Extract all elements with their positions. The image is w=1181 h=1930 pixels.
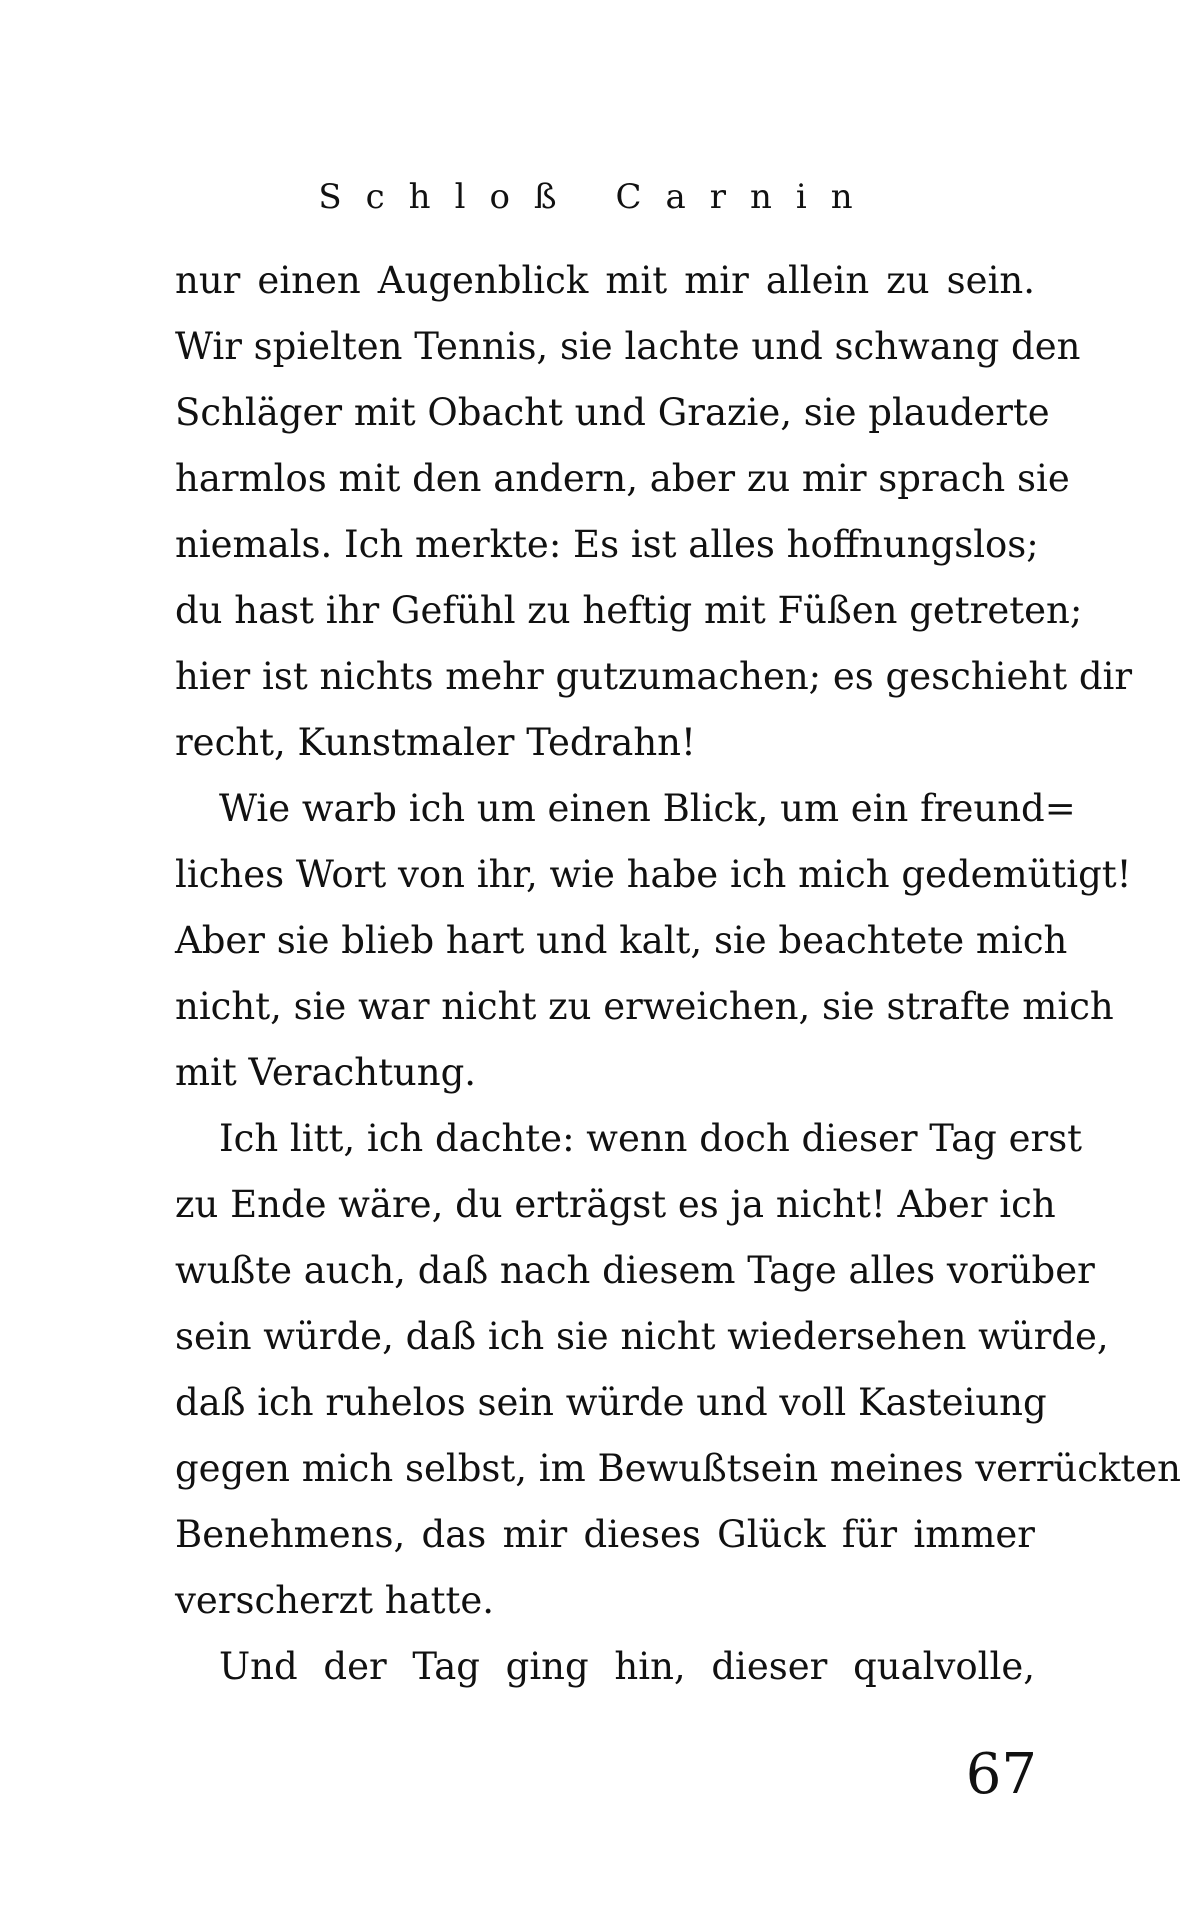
page-number: 67	[965, 1742, 1037, 1807]
text-line: mit Verachtung.	[175, 1051, 477, 1094]
text-line: harmlos mit den andern, aber zu mir sprach sie	[175, 457, 1070, 500]
text-line: verscherzt hatte.	[175, 1579, 495, 1622]
text-line: Benehmens, das mir dieses Glück für immer	[175, 1513, 1035, 1556]
text-line: Ich litt, ich dachte: wenn doch dieser Tag erst	[219, 1117, 1083, 1160]
text-line: gegen mich selbst, im Bewußtsein meines verrückten	[175, 1447, 1181, 1490]
text-line: zu Ende wäre, du erträgst es ja nicht! Aber ich	[175, 1183, 1056, 1226]
body-text	[175, 248, 1181, 1700]
text-line: Schläger mit Obacht und Grazie, sie plauderte	[175, 391, 1050, 434]
text-line: Wir spielten Tennis, sie lachte und schwang den	[175, 325, 1081, 368]
text-line: niemals. Ich merkte: Es ist alles hoffnungslos;	[175, 523, 1039, 566]
text-line: daß ich ruhelos sein würde und voll Kasteiung	[175, 1381, 1047, 1424]
text-line: Aber sie blieb hart und kalt, sie beachtete mich	[175, 919, 1068, 962]
text-line: du hast ihr Gefühl zu heftig mit Füßen getreten;	[175, 589, 1083, 632]
text-line: liches Wort von ihr, wie habe ich mich gedemütigt!	[175, 853, 1132, 896]
text-line: hier ist nichts mehr gutzumachen; es geschieht dir	[175, 655, 1133, 698]
text-line: Und der Tag ging hin, dieser qualvolle,	[219, 1645, 1035, 1688]
text-line: recht, Kunstmaler Tedrahn!	[175, 721, 696, 764]
text-line: sein würde, daß ich sie nicht wiedersehen würde,	[175, 1315, 1109, 1358]
text-line: Wie warb ich um einen Blick, um ein freund=	[219, 787, 1076, 830]
text-line: nicht, sie war nicht zu erweichen, sie strafte mich	[175, 985, 1114, 1028]
running-title: Schloß Carnin	[318, 177, 877, 217]
text-line: wußte auch, daß nach diesem Tage alles vorüber	[175, 1249, 1095, 1292]
text-line: nur einen Augenblick mit mir allein zu sein.	[175, 259, 1035, 302]
